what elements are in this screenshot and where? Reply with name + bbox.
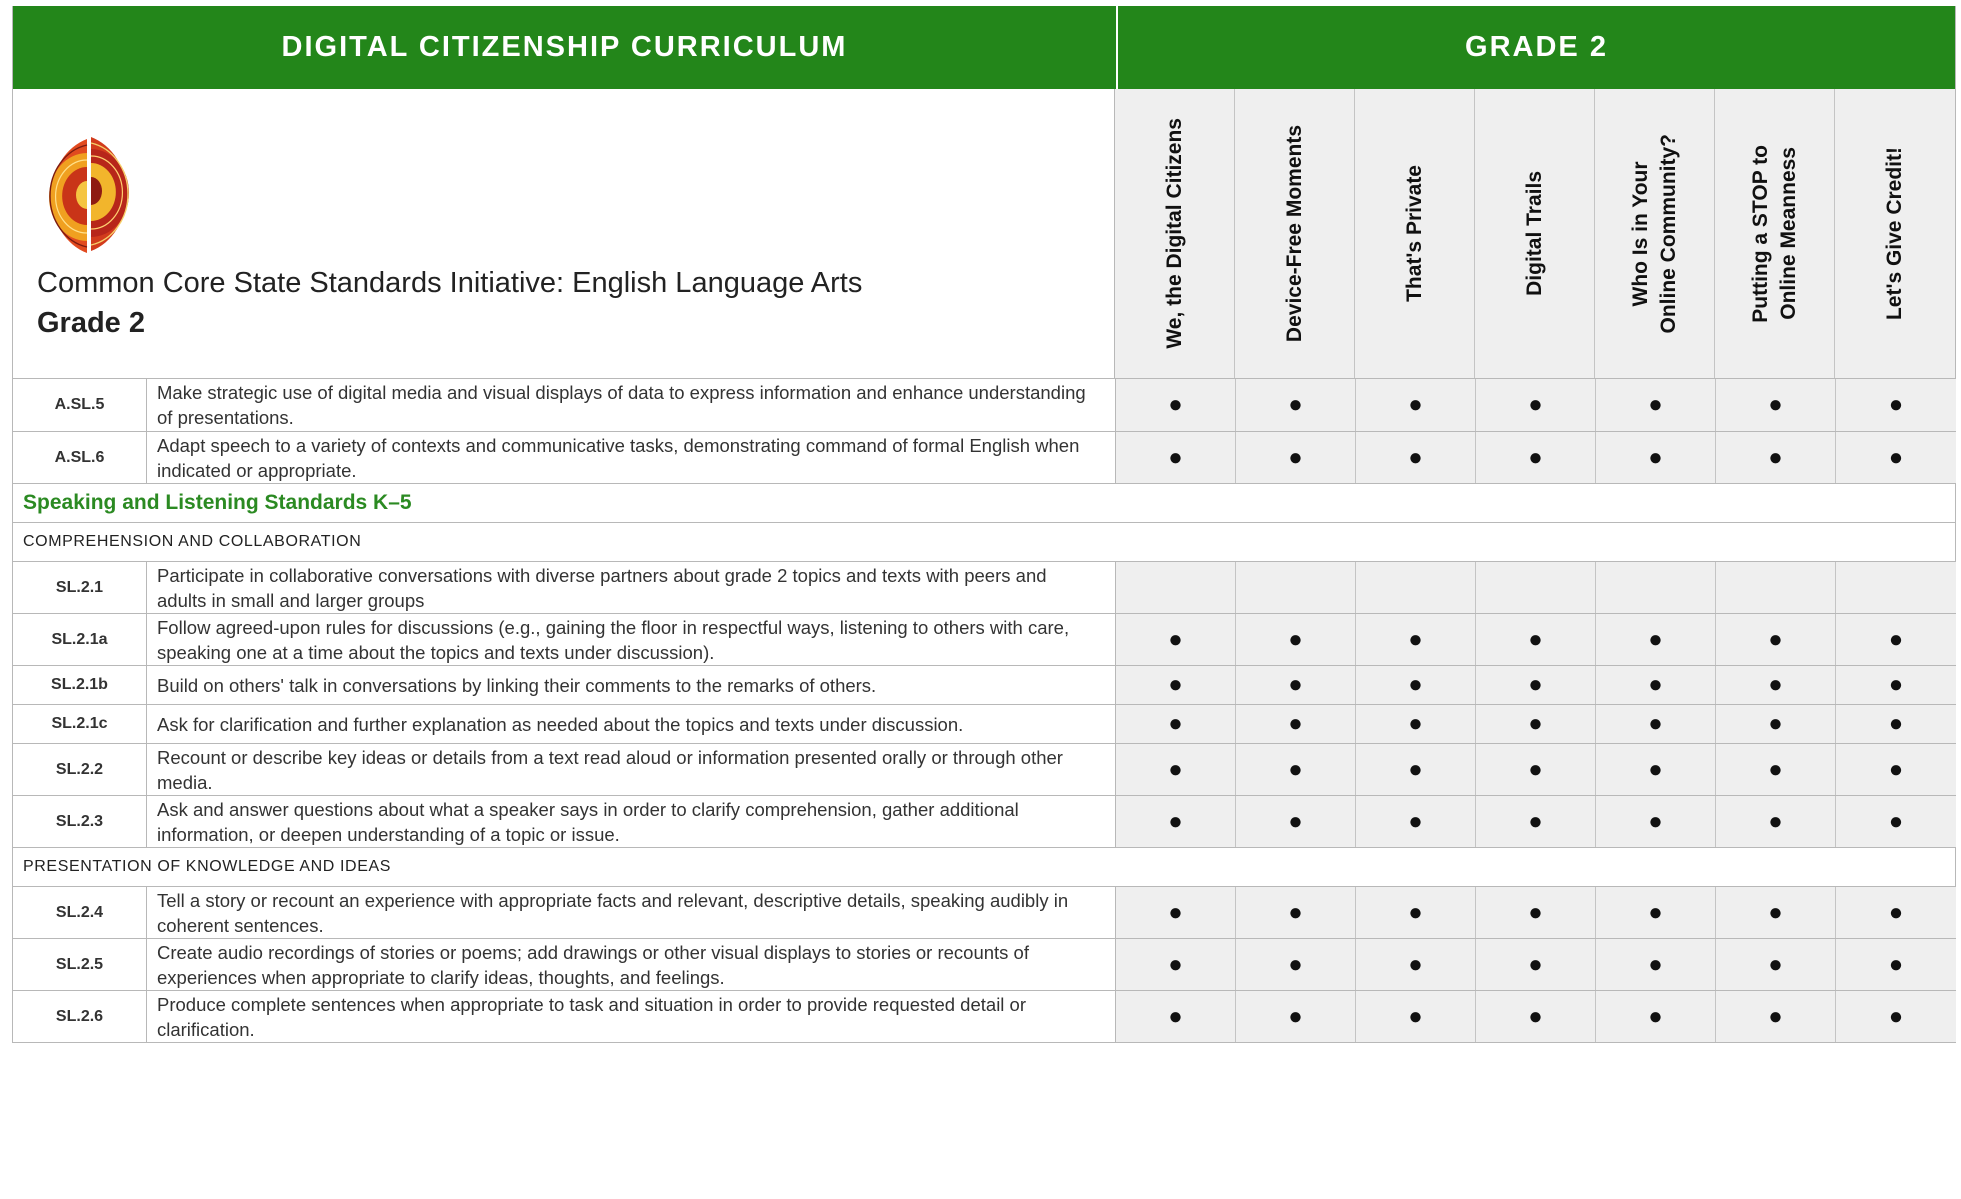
table-row (13, 614, 1955, 666)
grade-title: GRADE 2 (1116, 6, 1955, 89)
lesson-cells (1116, 939, 1956, 990)
alignment-mark: ● (1236, 379, 1356, 431)
lesson-header (1115, 89, 1235, 378)
lesson-label: Putting a STOP to Online Meanness (1748, 144, 1800, 323)
lesson-header (1595, 89, 1715, 378)
alignment-mark: ● (1116, 666, 1236, 704)
standard-description: Follow agreed-upon rules for discussions (e.g., gaining the floor in respectful ways, listening to others with care, speaking one at a time about the topics and texts under discussion). (147, 614, 1116, 665)
lesson-cells (1116, 796, 1956, 847)
standard-grade: Grade 2 (37, 307, 145, 339)
standard-code: SL.2.3 (13, 796, 147, 847)
alignment-mark: ● (1476, 666, 1596, 704)
subsection-title: PRESENTATION OF KNOWLEDGE AND IDEAS (13, 848, 1955, 887)
alignment-mark: ● (1236, 744, 1356, 795)
alignment-mark: ● (1716, 991, 1836, 1042)
alignment-mark: ● (1116, 939, 1236, 990)
lesson-header (1835, 89, 1955, 378)
alignment-mark: ● (1596, 939, 1716, 990)
alignment-mark: ● (1596, 887, 1716, 938)
standard-description: Recount or describe key ideas or details from a text read aloud or information presented orally or through other media. (147, 744, 1116, 795)
alignment-mark: ● (1116, 705, 1236, 743)
standard-code: SL.2.1c (13, 705, 147, 743)
lesson-label: Digital Trails (1522, 171, 1546, 296)
table-row (13, 939, 1955, 991)
alignment-mark: ● (1476, 744, 1596, 795)
alignment-mark: ● (1716, 887, 1836, 938)
standards-info (13, 89, 1115, 378)
alignment-mark: ● (1116, 887, 1236, 938)
alignment-mark: ● (1356, 379, 1476, 431)
table-row (13, 379, 1955, 432)
lesson-headers (1115, 89, 1955, 378)
standard-description: Tell a story or recount an experience with appropriate facts and relevant, descriptive details, speaking audibly in coherent sentences. (147, 887, 1116, 938)
alignment-mark: ● (1116, 991, 1236, 1042)
standard-code: A.SL.5 (13, 379, 147, 431)
empty-cell (1476, 562, 1596, 613)
empty-cell (1116, 562, 1236, 613)
table-row (13, 796, 1955, 848)
alignment-mark: ● (1716, 939, 1836, 990)
alignment-mark: ● (1836, 744, 1956, 795)
alignment-mark: ● (1476, 939, 1596, 990)
standards-intro (13, 89, 1955, 379)
alignment-mark: ● (1356, 614, 1476, 665)
lesson-label: That's Private (1402, 165, 1426, 302)
standard-description: Produce complete sentences when appropriate to task and situation in order to provide requested detail or clarification. (147, 991, 1116, 1042)
alignment-mark: ● (1356, 705, 1476, 743)
alignment-mark: ● (1716, 432, 1836, 483)
lesson-cells (1116, 744, 1956, 795)
standard-description: Ask and answer questions about what a speaker says in order to clarify comprehension, gather additional information, or deepen understanding of a topic or issue. (147, 796, 1116, 847)
alignment-mark: ● (1236, 939, 1356, 990)
standard-code: A.SL.6 (13, 432, 147, 483)
empty-cell (1596, 562, 1716, 613)
alignment-mark: ● (1356, 432, 1476, 483)
alignment-mark: ● (1236, 887, 1356, 938)
empty-cell (1716, 562, 1836, 613)
lesson-label: Let's Give Credit! (1883, 146, 1906, 321)
standards-rows (13, 379, 1955, 1043)
alignment-mark: ● (1716, 796, 1836, 847)
alignment-mark: ● (1476, 796, 1596, 847)
alignment-mark: ● (1836, 666, 1956, 704)
table-row (13, 887, 1955, 939)
alignment-mark: ● (1716, 379, 1836, 431)
alignment-mark: ● (1476, 887, 1596, 938)
table-row (13, 744, 1955, 796)
alignment-mark: ● (1356, 666, 1476, 704)
alignment-mark: ● (1836, 939, 1956, 990)
lesson-cells (1116, 432, 1956, 483)
alignment-mark: ● (1596, 796, 1716, 847)
alignment-mark: ● (1836, 887, 1956, 938)
alignment-mark: ● (1836, 991, 1956, 1042)
alignment-mark: ● (1596, 705, 1716, 743)
standard-code: SL.2.1a (13, 614, 147, 665)
alignment-mark: ● (1596, 379, 1716, 431)
table-row (13, 562, 1955, 614)
lesson-cells (1116, 562, 1956, 613)
lesson-label: Device-Free Moments (1282, 124, 1306, 343)
alignment-mark: ● (1596, 614, 1716, 665)
alignment-mark: ● (1356, 744, 1476, 795)
lesson-cells (1116, 991, 1956, 1042)
alignment-mark: ● (1716, 744, 1836, 795)
alignment-mark: ● (1716, 666, 1836, 704)
alignment-mark: ● (1236, 432, 1356, 483)
alignment-mark: ● (1596, 744, 1716, 795)
alignment-mark: ● (1836, 432, 1956, 483)
lesson-header (1355, 89, 1475, 378)
alignment-mark: ● (1116, 796, 1236, 847)
standard-code: SL.2.1 (13, 562, 147, 613)
alignment-mark: ● (1836, 614, 1956, 665)
lesson-cells (1116, 614, 1956, 665)
empty-cell (1236, 562, 1356, 613)
alignment-mark: ● (1356, 939, 1476, 990)
alignment-mark: ● (1596, 666, 1716, 704)
common-core-logo-icon (35, 131, 143, 259)
alignment-mark: ● (1116, 614, 1236, 665)
table-row (13, 991, 1955, 1043)
table-row (13, 666, 1955, 705)
alignment-mark: ● (1836, 379, 1956, 431)
alignment-mark: ● (1596, 432, 1716, 483)
lesson-label: Who Is in Your Online Community? (1628, 133, 1680, 334)
lesson-header (1235, 89, 1355, 378)
lesson-header (1475, 89, 1595, 378)
alignment-mark: ● (1236, 614, 1356, 665)
alignment-mark: ● (1476, 379, 1596, 431)
alignment-mark: ● (1236, 796, 1356, 847)
section-title: Speaking and Listening Standards K–5 (13, 484, 1955, 523)
table-row (13, 705, 1955, 744)
standard-description: Create audio recordings of stories or poems; add drawings or other visual displays to stories or recounts of experiences when appropriate to clarify ideas, thoughts, and feelings. (147, 939, 1116, 990)
lesson-cells (1116, 705, 1956, 743)
subsection-title: COMPREHENSION AND COLLABORATION (13, 523, 1955, 562)
alignment-mark: ● (1116, 379, 1236, 431)
standard-description: Ask for clarification and further explanation as needed about the topics and texts under discussion. (147, 705, 1116, 743)
alignment-mark: ● (1836, 796, 1956, 847)
curriculum-table (12, 6, 1956, 1043)
alignment-mark: ● (1236, 991, 1356, 1042)
lesson-cells (1116, 379, 1956, 431)
alignment-mark: ● (1836, 705, 1956, 743)
alignment-mark: ● (1596, 991, 1716, 1042)
standard-code: SL.2.5 (13, 939, 147, 990)
alignment-mark: ● (1356, 796, 1476, 847)
lesson-cells (1116, 887, 1956, 938)
alignment-mark: ● (1356, 991, 1476, 1042)
empty-cell (1356, 562, 1476, 613)
alignment-mark: ● (1356, 887, 1476, 938)
alignment-mark: ● (1116, 432, 1236, 483)
standard-description: Participate in collaborative conversations with diverse partners about grade 2 topics and texts with peers and adults in small and larger groups (147, 562, 1116, 613)
alignment-mark: ● (1476, 614, 1596, 665)
lesson-cells (1116, 666, 1956, 704)
standard-code: SL.2.4 (13, 887, 147, 938)
alignment-mark: ● (1236, 705, 1356, 743)
standard-description: Make strategic use of digital media and visual displays of data to express information and enhance understanding of presentations. (147, 379, 1116, 431)
lesson-header (1715, 89, 1835, 378)
standard-code: SL.2.2 (13, 744, 147, 795)
standard-title: Common Core State Standards Initiative: English Language Arts (37, 267, 863, 299)
standard-description: Build on others' talk in conversations by linking their comments to the remarks of others. (147, 666, 1116, 704)
lesson-label: We, the Digital Citizens (1162, 118, 1186, 349)
table-header (13, 6, 1955, 89)
standard-code: SL.2.6 (13, 991, 147, 1042)
alignment-mark: ● (1476, 432, 1596, 483)
curriculum-title: DIGITAL CITIZENSHIP CURRICULUM (281, 31, 848, 63)
alignment-mark: ● (1476, 991, 1596, 1042)
empty-cell (1836, 562, 1956, 613)
standard-description: Adapt speech to a variety of contexts and communicative tasks, demonstrating command of formal English when indicated or appropriate. (147, 432, 1116, 483)
standard-code: SL.2.1b (13, 666, 147, 704)
alignment-mark: ● (1716, 705, 1836, 743)
alignment-mark: ● (1236, 666, 1356, 704)
alignment-mark: ● (1716, 614, 1836, 665)
table-row (13, 432, 1955, 484)
alignment-mark: ● (1476, 705, 1596, 743)
alignment-mark: ● (1116, 744, 1236, 795)
